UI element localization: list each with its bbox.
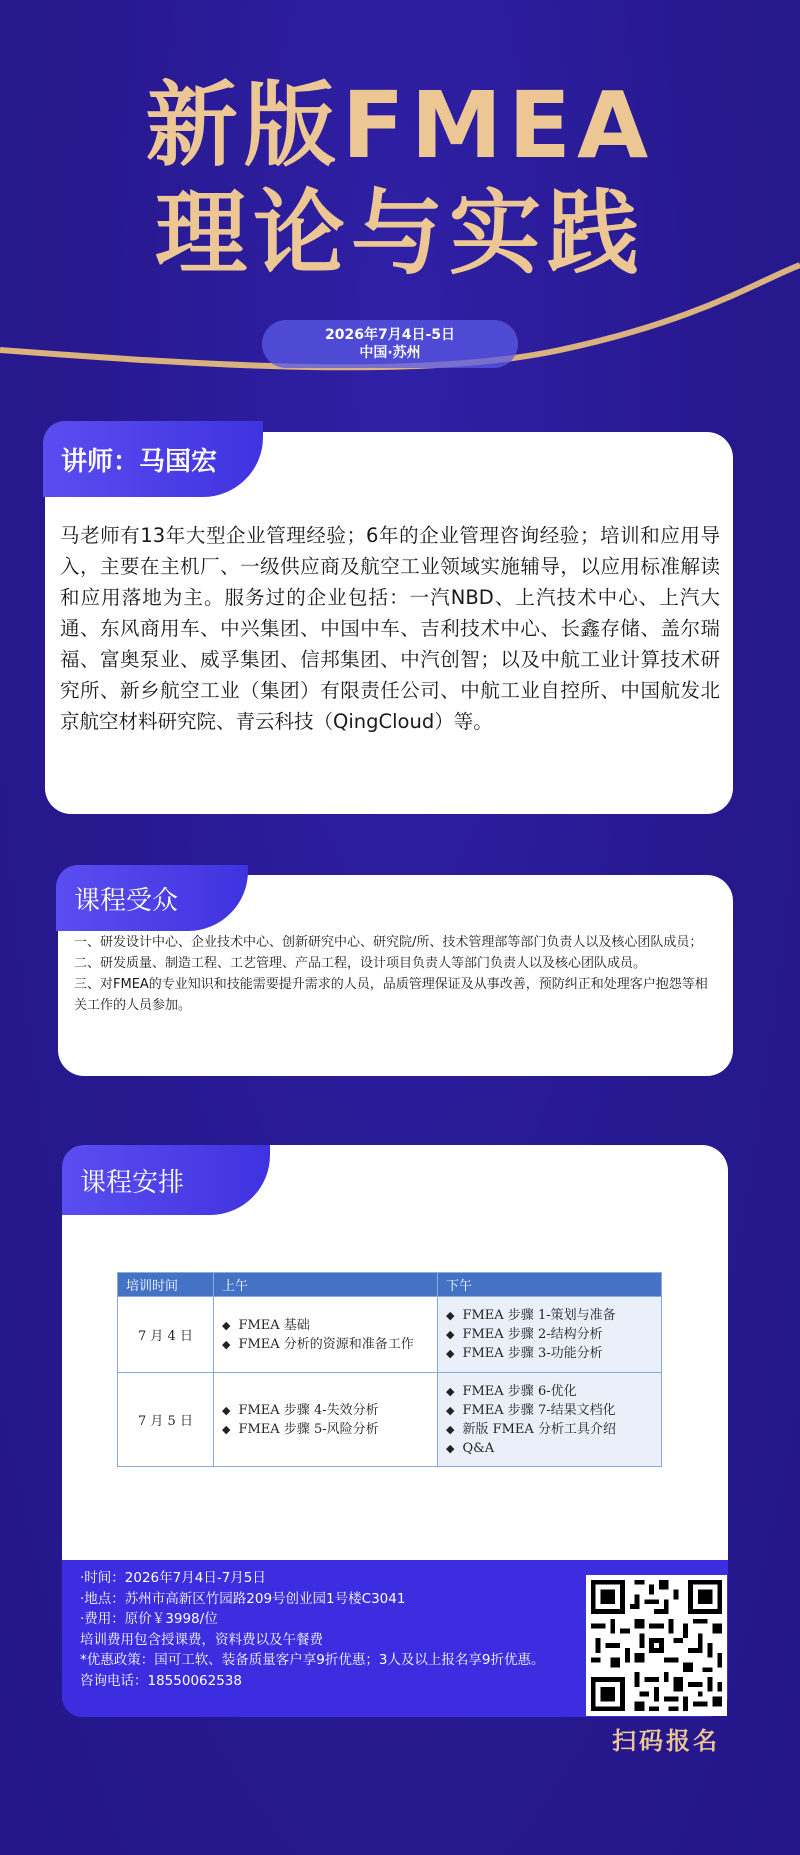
instructor-label: 讲师：马国宏 [61,446,218,477]
qr-code-icon [586,1575,727,1716]
audience-list [74,932,720,1016]
date-location-badge [262,320,518,368]
audience-label: 课程受众 [74,885,179,916]
pm-item: ◆ FMEA 步骤 3-功能分析 [446,1344,653,1363]
info-fee: ·费用：原价￥3998/位 [80,1611,218,1627]
event-location: 中国·苏州 [359,345,421,361]
event-date: 2026年7月4日-5日 [325,327,455,343]
row-pm [438,1373,662,1467]
schedule-table [117,1272,662,1467]
info-discount: *优惠政策：国可工软、装备质量客户享9折优惠；3人及以上报名享9折优惠。 [80,1652,545,1668]
schedule-tab [62,1145,270,1215]
am-item: ◆ FMEA 基础 [222,1316,429,1335]
pm-item: ◆ FMEA 步骤 1-策划与准备 [446,1306,653,1325]
qr-code[interactable] [586,1575,727,1716]
pm-item: ◆ FMEA 步骤 7-结果文档化 [446,1401,653,1420]
header-time: 培训时间 [118,1273,214,1297]
row-day: 7 月 4 日 [118,1297,214,1373]
am-item: ◆ FMEA 步骤 5-风险分析 [222,1420,429,1439]
am-item: ◆ FMEA 分析的资源和准备工作 [222,1335,429,1354]
table-row [118,1373,662,1467]
info-text [80,1568,590,1691]
audience-item: 三、对FMEA的专业知识和技能需要提升需求的人员，品质管理保证及从事改善，预防纠正和处理客户抱怨等相关工作的人员参加。 [74,977,708,1013]
row-am [214,1297,438,1373]
info-time: ·时间：2026年7月4日-7月5日 [80,1570,266,1586]
info-fee-includes: 培训费用包含授课费，资料费以及午餐费 [80,1631,323,1648]
pm-item: ◆ Q&A [446,1439,653,1458]
audience-item: 一、研发设计中心、企业技术中心、创新研究中心、研究院/所、技术管理部等部门负责人以及核心团队成员； [74,935,703,950]
audience-item: 二、研发质量、制造工程、工艺管理、产品工程，设计项目负责人等部门负责人以及核心团队成员。 [74,956,647,971]
audience-tab [56,865,248,931]
instructor-tab [43,421,263,497]
pm-item: ◆ 新版 FMEA 分析工具介绍 [446,1420,653,1439]
header-pm: 下午 [438,1273,662,1297]
pm-item: ◆ FMEA 步骤 6-优化 [446,1382,653,1401]
pm-item: ◆ FMEA 步骤 2-结构分析 [446,1325,653,1344]
instructor-bio: 马老师有13年大型企业管理经验；6年的企业管理咨询经验；培训和应用导入，主要在主机厂、一级供应商及航空工业领域实施辅导，以应用标准解读和应用落地为主。服务过的企业包括：一汽NBD、上汽技术中心、上汽大通、东风商用车、中兴集团、中国中车、吉利技术中心、长鑫存储、盖尔瑞福、富奥泵业、威孚集团、信邦集团、中汽创智；以及中航工业计算技术研究所、新乡航空工业（集团）有限责任公司、中航工业自控所、中国航发北京航空材料研究院、青云科技（QingCloud）等。 [60,524,720,733]
am-item: ◆ FMEA 步骤 4-失效分析 [222,1401,429,1420]
scan-to-register-label: 扫码报名 [612,1727,720,1755]
info-phone: 咨询电话：18550062538 [80,1672,242,1689]
row-pm [438,1297,662,1373]
row-am [214,1373,438,1467]
info-location: ·地点：苏州市高新区竹园路209号创业园1号楼C3041 [80,1590,406,1607]
schedule-label: 课程安排 [80,1167,185,1198]
row-day: 7 月 5 日 [118,1373,214,1467]
table-row [118,1297,662,1373]
header-am: 上午 [214,1273,438,1297]
title-line1: 新版FMEA [145,72,655,179]
table-header-row [118,1273,662,1297]
title-line2: 理论与实践 [154,180,645,287]
